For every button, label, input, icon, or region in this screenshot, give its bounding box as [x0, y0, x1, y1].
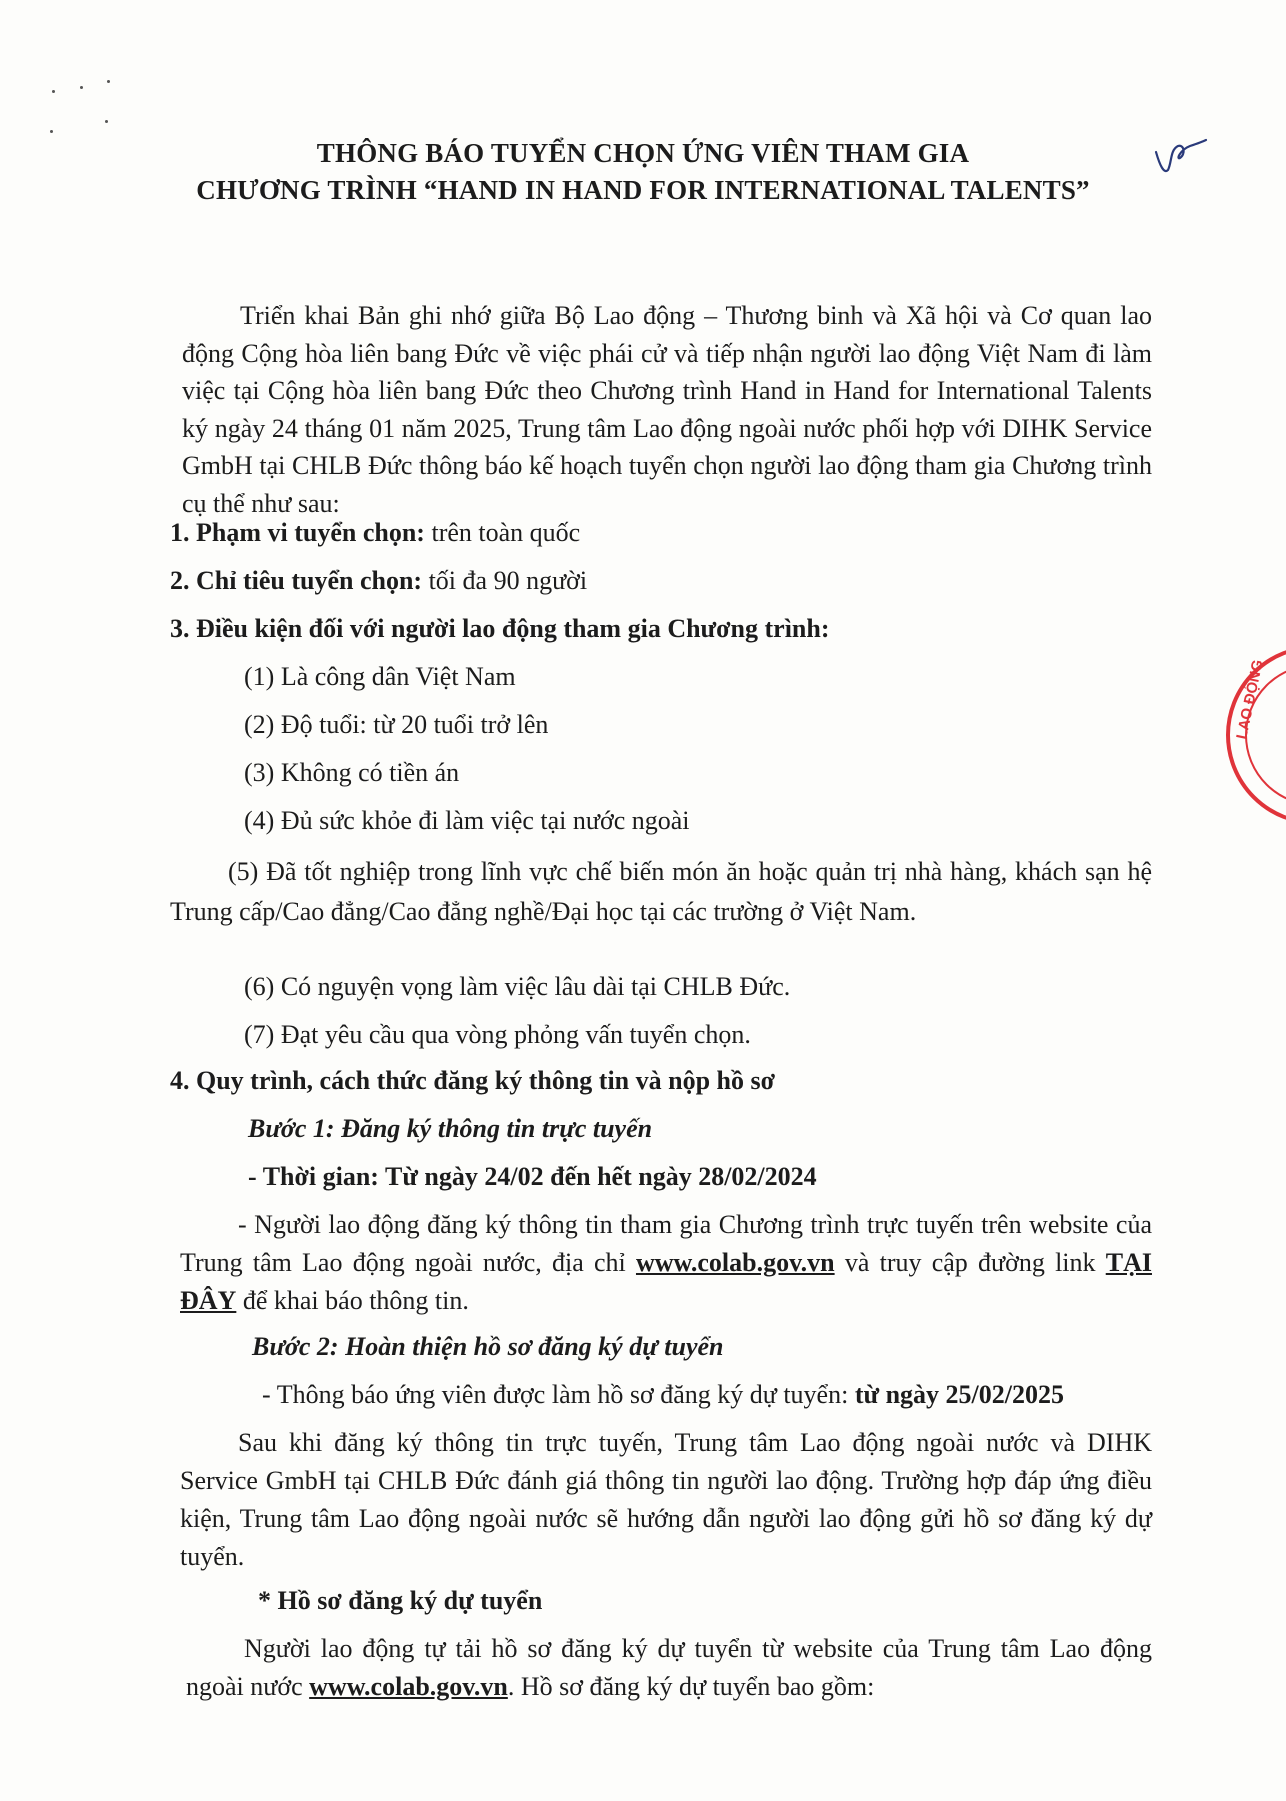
step-2-notice: [262, 1380, 1064, 1410]
section-1-value: trên toàn quốc: [424, 518, 581, 547]
section-3-heading: 3. Điều kiện đối với người lao động tham gia Chương trình:: [170, 614, 830, 643]
section-2: [170, 566, 587, 596]
condition-item: (2) Độ tuổi: từ 20 tuổi trở lên: [244, 710, 549, 739]
section-2-label: 2. Chỉ tiêu tuyển chọn:: [170, 566, 423, 595]
scan-speck: [50, 130, 53, 133]
title-line-2: CHƯƠNG TRÌNH “HAND IN HAND FOR INTERNATIONAL TALENTS”: [196, 175, 1090, 205]
scan-speck: [80, 86, 83, 89]
official-seal-icon: [1216, 640, 1286, 830]
dossier-heading: * Hồ sơ đăng ký dự tuyển: [258, 1586, 543, 1615]
step-1-time: - Thời gian: Từ ngày 24/02 đến hết ngày 28/02/2024: [248, 1162, 817, 1191]
step-1-heading: Bước 1: Đăng ký thông tin trực tuyến: [248, 1114, 653, 1143]
step-2-paragraph: Sau khi đăng ký thông tin trực tuyến, Trung tâm Lao động ngoài nước và DIHK Service GmbH tại CHLB Đức đánh giá thông tin người lao động. Trường hợp đáp ứng điều kiện, Trung tâm Lao động ngoài nước sẽ hướng dẫn người lao động gửi hồ sơ đăng ký dự tuyển.: [180, 1428, 1152, 1571]
section-2-value: tối đa 90 người: [422, 566, 588, 595]
section-1: [170, 518, 580, 548]
condition-item: (4) Đủ sức khỏe đi làm việc tại nước ngoài: [244, 806, 690, 835]
step-2-notice-text: - Thông báo ứng viên được làm hồ sơ đăng ký dự tuyển:: [262, 1380, 855, 1409]
condition-item: (5) Đã tốt nghiệp trong lĩnh vực chế biến món ăn hoặc quản trị nhà hàng, khách sạn hệ Trung cấp/Cao đẳng/Cao đẳng nghề/Đại học tại các trường ở Việt Nam.: [170, 857, 1152, 926]
condition-item: (6) Có nguyện vọng làm việc lâu dài tại CHLB Đức.: [244, 972, 791, 1001]
scan-speck: [107, 80, 110, 83]
intro-paragraph: Triển khai Bản ghi nhớ giữa Bộ Lao động – Thương binh và Xã hội và Cơ quan lao động Cộng hòa liên bang Đức về việc phái cử và tiếp nhận người lao động Việt Nam đi làm việc tại Cộng hòa liên bang Đức theo Chương trình Hand in Hand for International Talents ký ngày 24 tháng 01 năm 2025, Trung tâm Lao động ngoài nước phối hợp với DIHK Service GmbH tại CHLB Đức thông báo kế hoạch tuyển chọn người lao động tham gia Chương trình cụ thể như sau:: [182, 301, 1152, 518]
dossier-text-a: Người lao động tự tải hồ sơ đăng ký dự tuyển từ website của Trung tâm Lao động ngoài nước: [186, 1634, 1152, 1701]
dossier-text-b: . Hồ sơ đăng ký dự tuyển bao gồm:: [507, 1672, 875, 1701]
condition-item: (3) Không có tiền án: [244, 758, 460, 787]
dossier-paragraph: [186, 1630, 1152, 1706]
section-1-label: 1. Phạm vi tuyển chọn:: [170, 518, 425, 547]
step-1-paragraph: [180, 1206, 1152, 1320]
initial-signature-icon: [1150, 132, 1210, 184]
colab-link[interactable]: www.colab.gov.vn: [635, 1248, 835, 1277]
scan-speck: [52, 90, 55, 93]
step-1-text-b: và truy cập đường link: [834, 1248, 1106, 1277]
step-2-notice-date: từ ngày 25/02/2025: [854, 1380, 1064, 1409]
step-2-heading: Bước 2: Hoàn thiện hồ sơ đăng ký dự tuyển: [252, 1332, 724, 1361]
colab-link-2[interactable]: www.colab.gov.vn: [309, 1672, 508, 1701]
register-here-link[interactable]: TẠI ĐÂY: [180, 1248, 1152, 1315]
section-4-heading: 4. Quy trình, cách thức đăng ký thông tin và nộp hồ sơ: [170, 1066, 776, 1095]
svg-text:LAO ĐỘNG: LAO ĐỘNG: [1233, 658, 1267, 741]
condition-item: (7) Đạt yêu cầu qua vòng phỏng vấn tuyển chọn.: [244, 1020, 751, 1049]
title-line-1: THÔNG BÁO TUYỂN CHỌN ỨNG VIÊN THAM GIA: [316, 138, 970, 168]
step-1-text-c: để khai báo thông tin.: [236, 1286, 469, 1315]
scan-speck: [105, 120, 108, 123]
condition-item: (1) Là công dân Việt Nam: [244, 662, 516, 691]
step-1-text-a: - Người lao động đăng ký thông tin tham gia Chương trình trực tuyến trên website của Trung tâm Lao động ngoài nước, địa chỉ: [180, 1210, 1152, 1277]
